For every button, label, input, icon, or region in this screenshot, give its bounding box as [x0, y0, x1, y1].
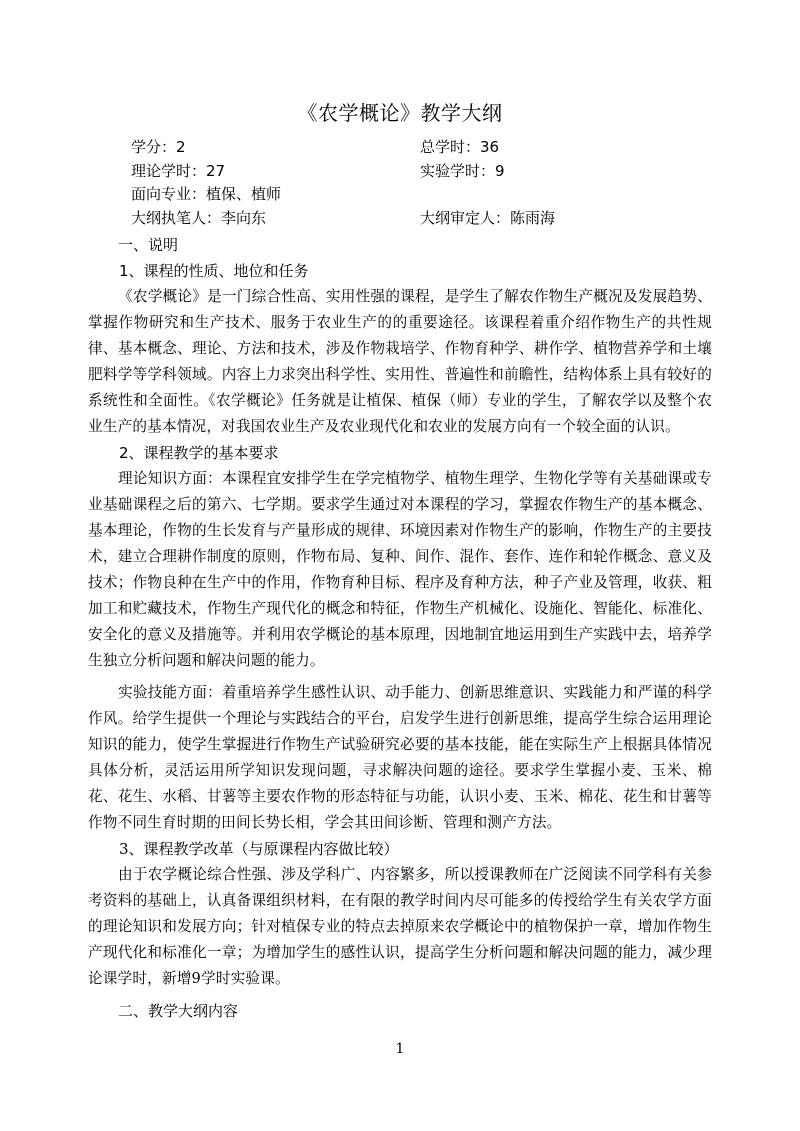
- subsection-heading-reform: 3、课程教学改革（与原课程内容做比较）: [119, 840, 399, 858]
- paragraph-reform: 由于农学概论综合性强、涉及学科广、内容繁多，所以授课教师在广泛阅读不同学科有关参考资料的基础上，认真备课组织材料，在有限的教学时间内尽可能多的传授给学生有关农学方面的理论知识和发展方向；针对植保专业的特点去掉原来农学概论中的植物保护一章，增加作物生产现代化和标准化一章；为增加学生的感性认识，提高学生分析问题和解决问题的能力，减少理论课学时，新增9学时实验课。: [88, 866, 712, 987]
- meta-row-majors: [131, 183, 691, 207]
- lab-hours-label: 实验学时：9: [420, 161, 505, 180]
- subsection-heading-nature: 1、课程的性质、地位和任务: [119, 262, 309, 280]
- document-title: 《农学概论》教学大纲: [297, 101, 503, 125]
- document-body: [88, 232, 712, 1024]
- credits-label: 学分：2: [131, 138, 186, 156]
- meta-row-hours: [131, 160, 691, 184]
- page-number: 1: [395, 1041, 405, 1057]
- section-heading-explanation: 一、说明: [118, 236, 179, 254]
- author-label: 大纲执笔人：李向东: [131, 208, 267, 227]
- meta-row-credits: [131, 136, 691, 160]
- paragraph-theory-requirements: 理论知识方面：本课程宜安排学生在学完植物学、植物生理学、生物化学等有关基础课或专业基础课程之后的第六、七学期。要求学生通过对本课程的学习，掌握农作物生产的基本概念、基本理论，作物的生长发育与产量形成的规律、环境因素对作物生产的影响，作物生产的主要技术，建立合理耕作制度的原则，作物布局、复种、间作、混作、套作、连作和轮作概念、意义及技术；作物良种在生产中的作用，作物育种目标、程序及育种方法，种子产业及管理，收获、粗加工和贮藏技术，作物生产现代化的概念和特征，作物生产机械化、设施化、智能化、标准化、安全化的意义及措施等。并利用农学概论的基本原理，因地制宜地运用到生产实践中去，培养学生独立分析问题和解决问题的能力。: [88, 470, 712, 669]
- paragraph-nature: 《农学概论》是一门综合性高、实用性强的课程，是学生了解农作物生产概况及发展趋势、掌握作物研究和生产技术、服务于农业生产的的重要途径。该课程着重介绍作物生产的共性规律、基本概念、理论、方法和技术，涉及作物栽培学、作物育种学、耕作学、植物营养学和土壤肥料学等学科领域。内容上力求突出科学性、实用性、普遍性和前瞻性，结构体系上具有较好的系统性和全面性。《农学概论》任务就是让植保、植保（师）专业的学生，了解农学以及整个农业生产的基本情况，对我国农业生产及农业现代化和农业的发展方向有一个较全面的认识。: [88, 288, 712, 435]
- theory-hours-label: 理论学时：27: [131, 161, 226, 180]
- section-heading-content: 二、教学大纲内容: [118, 1002, 239, 1020]
- course-meta: [131, 136, 691, 230]
- total-hours-label: 总学时：36: [420, 138, 500, 156]
- majors-label: 面向专业：植保、植师: [131, 185, 282, 203]
- reviewer-label: 大纲审定人：: [420, 208, 511, 227]
- subsection-heading-requirements: 2、课程教学的基本要求: [119, 444, 279, 462]
- meta-row-author: [131, 207, 691, 231]
- reviewer-block: [420, 207, 555, 229]
- reviewer-name: 陈雨海: [510, 208, 556, 227]
- paragraph-lab-requirements: 实验技能方面：着重培养学生感性认识、动手能力、创新思维意识、实践能力和严谨的科学作风。给学生提供一个理论与实践结合的平台，启发学生进行创新思维，提高学生综合运用理论知识的能力，使学生掌握进行作物生产试验研究必要的基本技能，能在实际生产上根据具体情况具体分析，灵活运用所学知识发现问题，寻求解决问题的途径。要求学生掌握小麦、玉米、棉花、花生、水稻、甘薯等主要农作物的形态特征与功能，认识小麦、玉米、棉花、花生和甘薯等作物不同生育时期的田间长势长相，学会其田间诊断、管理和测产方法。: [88, 684, 712, 831]
